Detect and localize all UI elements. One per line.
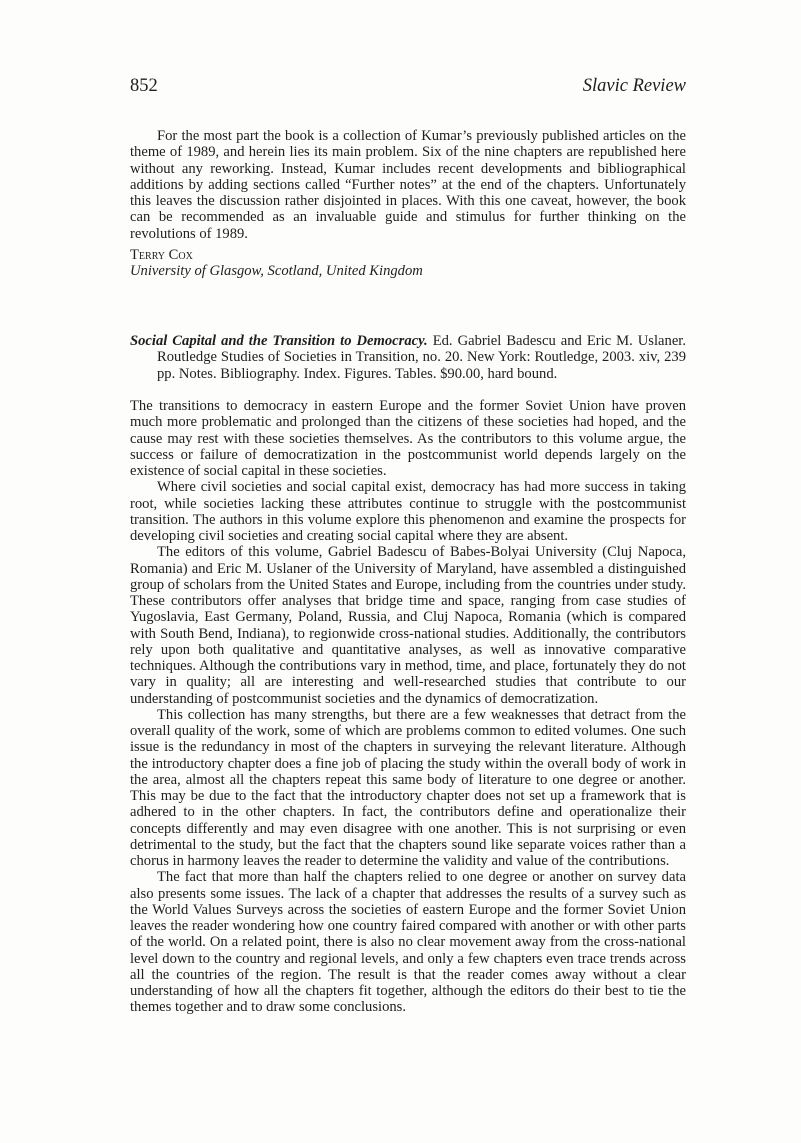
- review-paragraph: This collection has many strengths, but there are a few weaknesses that detract from the overall quality of the work, some of which are problems common to edited volumes. One such issue is the redundancy in most of the chapters in surveying the relevant literature. Although the introductory chapter does a fine job of placing the study within the overall body of work in the area, almost all the chapters repeat this same body of literature to one degree or another. This may be due to the fact that the introductory chapter does not set up a framework that is adhered to in the other chapters. In fact, the contributors define and operationalize their concepts differently and may even disagree with one another. This is not surprising or even detrimental to the study, but the fact that the chapters sound like separate voices rather than a chorus in harmony leaves the reader to determine the validity and value of the contributions.: [130, 706, 686, 869]
- book-title: Social Capital and the Transition to Democracy.: [130, 333, 428, 349]
- review-paragraph: The transitions to democracy in eastern Europe and the former Soviet Union have proven much more problematic and prolonged than the citizens of these societies had hoped, and the cause may rest with these societies themselves. As the contributors to this volume argue, the success or failure of democratization in the postcommunist world depends largely on the existence of social capital in these societies.: [130, 398, 686, 479]
- reviewer-name: Terry Cox: [130, 246, 193, 263]
- book-entry: [130, 333, 686, 382]
- previous-review-paragraph: For the most part the book is a collection of Kumar’s previously published articles on the theme of 1989, and herein lies its main problem. Six of the nine chapters are republished here without any reworking. Instead, Kumar includes recent developments and bibliographical additions by adding sections called “Further notes” at the end of the chapters. Unfortunately this leaves the discussion rather disjointed in places. With this one caveat, however, the book can be recommended as an invaluable guide and stimulus for further thinking on the revolutions of 1989.: [130, 128, 686, 242]
- running-header: [130, 76, 686, 100]
- journal-title: Slavic Review: [582, 76, 686, 96]
- review-paragraph: The editors of this volume, Gabriel Badescu of Babes-Bolyai University (Cluj Napoca, Romania) and Eric M. Uslaner of the University of Maryland, have assembled a distinguished group of scholars from the United States and Europe, including from the countries under study. These contributors offer analyses that bridge time and space, ranging from case studies of Yugoslavia, East Germany, Poland, Russia, and Cluj Napoca, Romania (which is compared with South Bend, Indiana), to regionwide cross-national studies. Additionally, the contributors rely upon both qualitative and quantitative analyses, as well as innovative comparative techniques. Although the contributions vary in method, time, and place, fortunately they do not vary in quality; all are interesting and well-researched studies that contribute to our understanding of postcommunist societies and the dynamics of democratization.: [130, 544, 686, 707]
- review-paragraph: Where civil societies and social capital exist, democracy has had more success in taking root, while societies lacking these attributes continue to struggle with the postcommunist transition. The authors in this volume explore this phenomenon and examine the prospects for developing civil societies and creating social capital where they are absent.: [130, 479, 686, 544]
- book-citation: [130, 333, 686, 382]
- reviewer-affiliation: University of Glasgow, Scotland, United Kingdom: [130, 263, 423, 279]
- page-number: 852: [130, 76, 158, 96]
- book-details: Ed. Gabriel Badescu and Eric M. Uslaner. Routledge Studies of Societies in Transition, no. 20. New York: Routledge, 2003. xiv, 239 pp. Notes. Bibliography. Index. Figures. Tables. $90.00, hard bound.: [157, 333, 686, 382]
- previous-review-conclusion: [130, 128, 686, 279]
- review-paragraph: The fact that more than half the chapters relied to one degree or another on survey data also presents some issues. The lack of a chapter that addresses the results of a survey such as the World Values Surveys across the societies of eastern Europe and the former Soviet Union leaves the reader wondering how one country faired compared with another or with other parts of the world. On a related point, there is also no clear movement away from the cross-national level down to the country and regional levels, and only a few chapters even trace trends across all the countries of the region. The result is that the reader comes away without a clear understanding of how all the chapters fit together, although the editors do their best to tie the themes together and to draw some conclusions.: [130, 869, 686, 1016]
- review-body: [130, 398, 686, 1016]
